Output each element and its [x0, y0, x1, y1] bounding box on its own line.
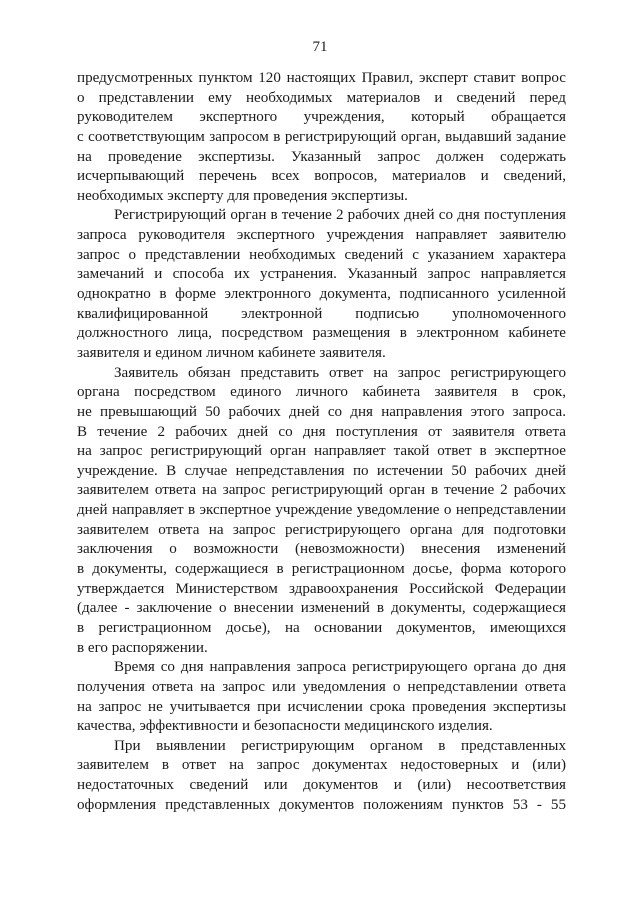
text-line: о представлении ему необходимых материалов и сведений перед [77, 89, 566, 106]
text-line: запроса руководителя экспертного учреждения направляет заявителю [77, 227, 566, 244]
text-line: в регистрационном досье), на основании документов, имеющихся [77, 619, 566, 636]
text-line: с соответствующим запросом в регистрирующий орган, выдавший задание [77, 128, 566, 145]
text-line: на проведение экспертизы. Указанный запрос должен содержать [77, 148, 566, 165]
text-line: утверждается Министерством здравоохранения Российской Федерации [77, 580, 566, 597]
text-line: на запрос регистрирующий орган направляет такой ответ в экспертное [77, 443, 566, 460]
text-line: недостаточных сведений или документов и (или) несоответствия [77, 777, 566, 794]
text-line: Регистрирующий орган в течение 2 рабочих дней со дня поступления [114, 207, 566, 224]
text-line: качества, эффективности и безопасности медицинского изделия. [77, 718, 493, 735]
text-line: в документы, содержащиеся в регистрационном досье, форма которого [77, 561, 566, 578]
document-body [77, 69, 566, 815]
text-line: Время со дня направления запроса регистрирующего органа до дня [114, 659, 566, 676]
text-line: исчерпывающий перечень всех вопросов, материалов и сведений, [77, 168, 566, 185]
text-line: заявителем ответа на запрос регистрирующего органа для подготовки [77, 521, 566, 538]
text-line: При выявлении регистрирующим органом в представленных [114, 737, 566, 754]
text-line: руководителем экспертного учреждения, который обращается [77, 109, 566, 126]
text-line: заявителем ответа на запрос регистрирующий орган в течение 2 рабочих [77, 482, 566, 499]
text-line: на запрос не учитывается при исчислении срока проведения экспертизы [77, 698, 566, 715]
text-line: должностного лица, посредством размещения в электронном кабинете [77, 325, 566, 342]
text-line: однократно в форме электронного документа, подписанного усиленной [77, 286, 566, 303]
text-line: в его распоряжении. [77, 639, 208, 656]
text-line: В течение 2 рабочих дней со дня поступления от заявителя ответа [77, 423, 566, 440]
text-line: Заявитель обязан представить ответ на запрос регистрирующего [114, 364, 566, 381]
text-line: (далее - заключение о внесении изменений в документы, содержащиеся [77, 600, 566, 617]
text-line: необходимых эксперту для проведения экспертизы. [77, 187, 408, 204]
text-line: оформления представленных документов положениям пунктов 53 - 55 [77, 796, 566, 813]
text-line: заявителем в ответ на запрос документах недостоверных и (или) [77, 757, 566, 774]
page-number: 71 [312, 39, 328, 55]
text-line: замечаний и способа их устранения. Указанный запрос направляется [77, 266, 566, 283]
text-line: заявителя и едином личном кабинете заявителя. [77, 344, 386, 361]
text-line: предусмотренных пунктом 120 настоящих Правил, эксперт ставит вопрос [77, 70, 566, 86]
text-line: дней направляет в экспертное учреждение уведомление о непредставлении [77, 502, 566, 519]
text-line: органа посредством единого личного кабинета заявителя в срок, [77, 384, 566, 401]
text-line: квалифицированной электронной подписью уполномоченного [77, 305, 566, 322]
text-line: заключения о возможности (невозможности) внесения изменений [77, 541, 566, 558]
text-line: не превышающий 50 рабочих дней со дня направления этого запроса. [77, 403, 566, 420]
text-line: получения ответа на запрос или уведомления о непредставлении ответа [77, 678, 566, 695]
text-line: запрос о представлении необходимых сведений с указанием характера [77, 246, 566, 263]
text-line: учреждение. В случае непредставления по истечении 50 рабочих дней [77, 462, 566, 479]
